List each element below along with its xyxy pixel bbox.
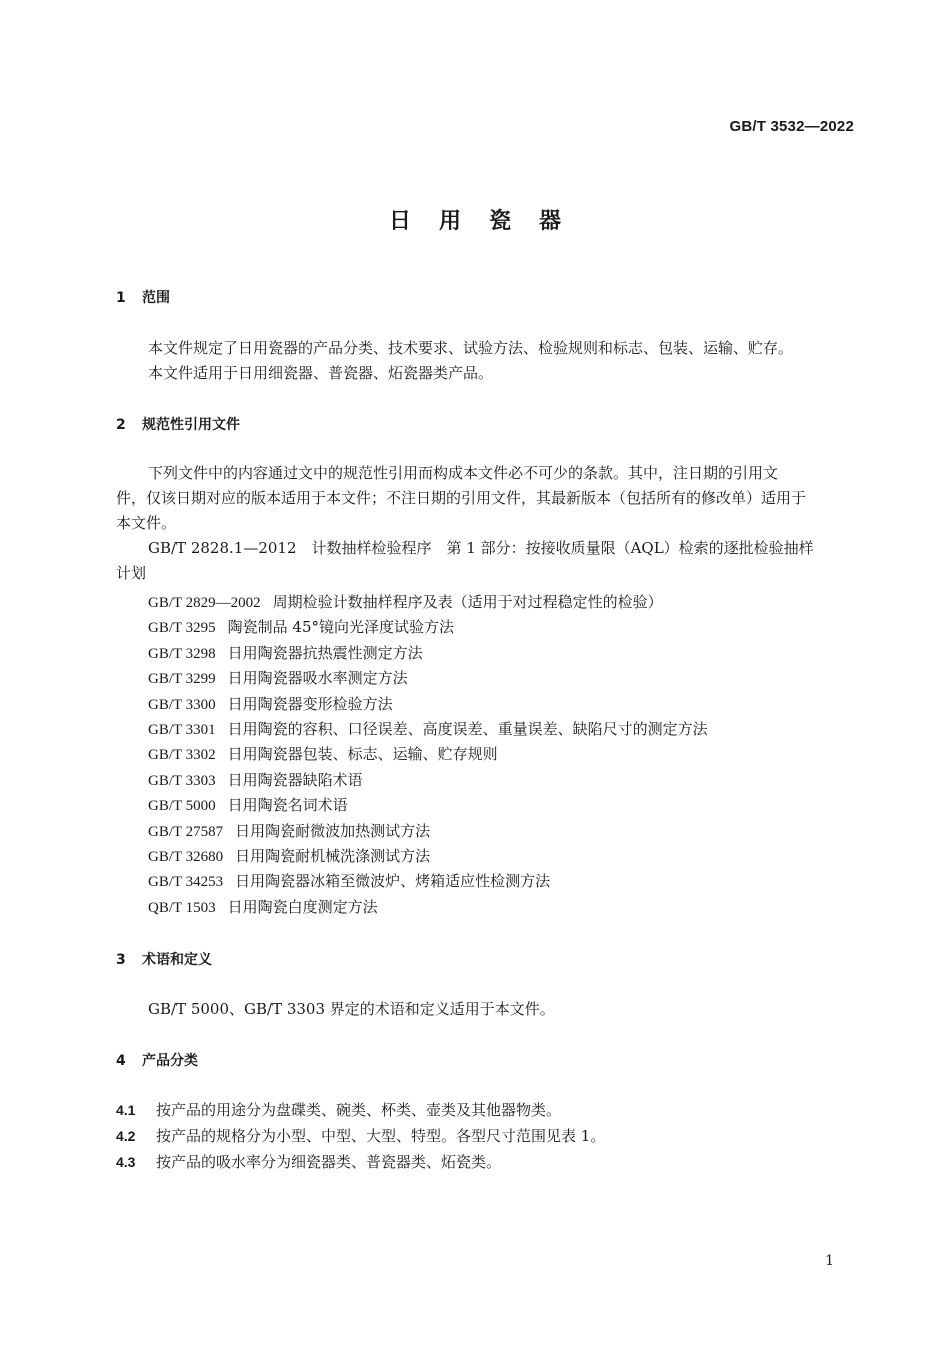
clause-text: 按产品的吸水率分为细瓷器类、普瓷器类、炻瓷类。	[156, 1153, 502, 1171]
paragraph-line: 件，仅该日期对应的版本适用于本文件；不注日期的引用文件，其最新版本（包括所有的修改单）适用于	[116, 489, 807, 507]
reference-code: GB/T 27587	[148, 823, 224, 840]
section-heading-scope	[116, 287, 170, 307]
reference-entry	[148, 844, 708, 869]
reference-entry-first: GB/T 2828.1—2012 计数抽样检验程序 第 1 部分：按接收质量限（AQL）检索的逐批检验抽样	[148, 539, 814, 557]
reference-entry	[148, 666, 708, 691]
reference-title: 日用陶瓷器抗热震性测定方法	[227, 643, 423, 662]
reference-title: 陶瓷制品 45°镜向光泽度试验方法	[227, 618, 455, 637]
paragraph-line: 本文件适用于日用细瓷器、普瓷器、炻瓷器类产品。	[148, 364, 494, 382]
reference-entry	[148, 717, 708, 742]
reference-entry	[148, 692, 708, 717]
reference-code: QB/T 1503	[148, 899, 216, 916]
clause-item	[116, 1151, 501, 1172]
reference-code: GB/T 3298	[148, 645, 216, 662]
document-title: 日用瓷器	[388, 209, 589, 234]
clause-item	[116, 1125, 605, 1146]
paragraph-line: GB/T 5000、GB/T 3303 界定的术语和定义适用于本文件。	[148, 1000, 555, 1018]
reference-title: 日用陶瓷器变形检验方法	[227, 694, 393, 713]
section-title: 规范性引用文件	[142, 417, 240, 433]
reference-title: 日用陶瓷器包装、标志、运输、贮存规则	[227, 745, 498, 764]
reference-entry	[148, 793, 708, 818]
clause-item	[116, 1099, 561, 1120]
reference-entry	[148, 615, 708, 640]
standard-code: GB/T 3532—2022	[729, 118, 854, 135]
reference-code: GB/T 5000	[148, 798, 216, 815]
paragraph-line: 本文件规定了日用瓷器的产品分类、技术要求、试验方法、检验规则和标志、包装、运输、贮存。	[148, 339, 794, 357]
reference-title: 日用陶瓷器冰箱至微波炉、烤箱适应性检测方法	[235, 872, 551, 891]
reference-code: GB/T 2829—2002	[148, 595, 261, 611]
reference-entry	[148, 819, 708, 844]
clause-number: 4.2	[116, 1128, 136, 1144]
section-heading-classification	[116, 1050, 198, 1070]
section-title: 术语和定义	[142, 952, 212, 968]
clause-text: 按产品的用途分为盘碟类、碗类、杯类、壶类及其他器物类。	[156, 1101, 562, 1119]
paragraph-line: 下列文件中的内容通过文中的规范性引用而构成本文件必不可少的条款。其中，注日期的引用文	[148, 464, 779, 482]
reference-title: 日用陶瓷的容积、口径误差、高度误差、重量误差、缺陷尺寸的测定方法	[227, 719, 708, 738]
reference-code: GB/T 32680	[148, 848, 224, 865]
section-number: 4	[116, 1053, 126, 1069]
reference-title: 日用陶瓷器吸水率测定方法	[227, 669, 408, 688]
reference-title: 日用陶瓷耐机械洗涤测试方法	[235, 846, 431, 865]
clause-number: 4.1	[116, 1102, 136, 1118]
clause-text: 按产品的规格分为小型、中型、大型、特型。各型尺寸范围见表 1。	[156, 1127, 606, 1145]
reference-title: 日用陶瓷白度测定方法	[227, 897, 378, 916]
section-title: 范围	[142, 290, 170, 306]
reference-code: GB/T 3300	[148, 696, 216, 713]
scope-paragraphs	[116, 336, 858, 386]
terms-paragraph	[116, 997, 858, 1022]
reference-entry	[148, 641, 708, 666]
section-title: 产品分类	[142, 1053, 198, 1069]
reference-entry	[148, 742, 708, 767]
reference-code: GB/T 3302	[148, 747, 216, 764]
clause-number: 4.3	[116, 1154, 136, 1170]
reference-title: 日用陶瓷器缺陷术语	[227, 770, 363, 789]
reference-code: GB/T 3295	[148, 620, 216, 637]
section-heading-normative-references	[116, 414, 240, 434]
reference-title: 周期检验计数抽样程序及表（适用于对过程稳定性的检验）	[272, 593, 663, 611]
section-heading-terms	[116, 949, 212, 969]
page-number: 1	[825, 1253, 834, 1269]
reference-code: GB/T 3299	[148, 671, 216, 688]
section-number: 2	[116, 417, 126, 433]
reference-entry	[148, 590, 708, 615]
section-number: 3	[116, 952, 126, 968]
reference-entry	[148, 869, 708, 894]
reference-title: 日用陶瓷名词术语	[227, 796, 348, 815]
reference-code: GB/T 3301	[148, 721, 216, 738]
reference-code: GB/T 3303	[148, 772, 216, 789]
reference-list	[148, 590, 708, 920]
reference-title: 日用陶瓷耐微波加热测试方法	[235, 821, 431, 840]
references-intro	[116, 461, 858, 586]
reference-entry-first-cont: 计划	[116, 564, 147, 582]
reference-entry	[148, 895, 708, 920]
reference-code: GB/T 34253	[148, 874, 224, 891]
section-number: 1	[116, 290, 126, 306]
paragraph-line: 本文件。	[116, 514, 177, 532]
reference-entry	[148, 768, 708, 793]
